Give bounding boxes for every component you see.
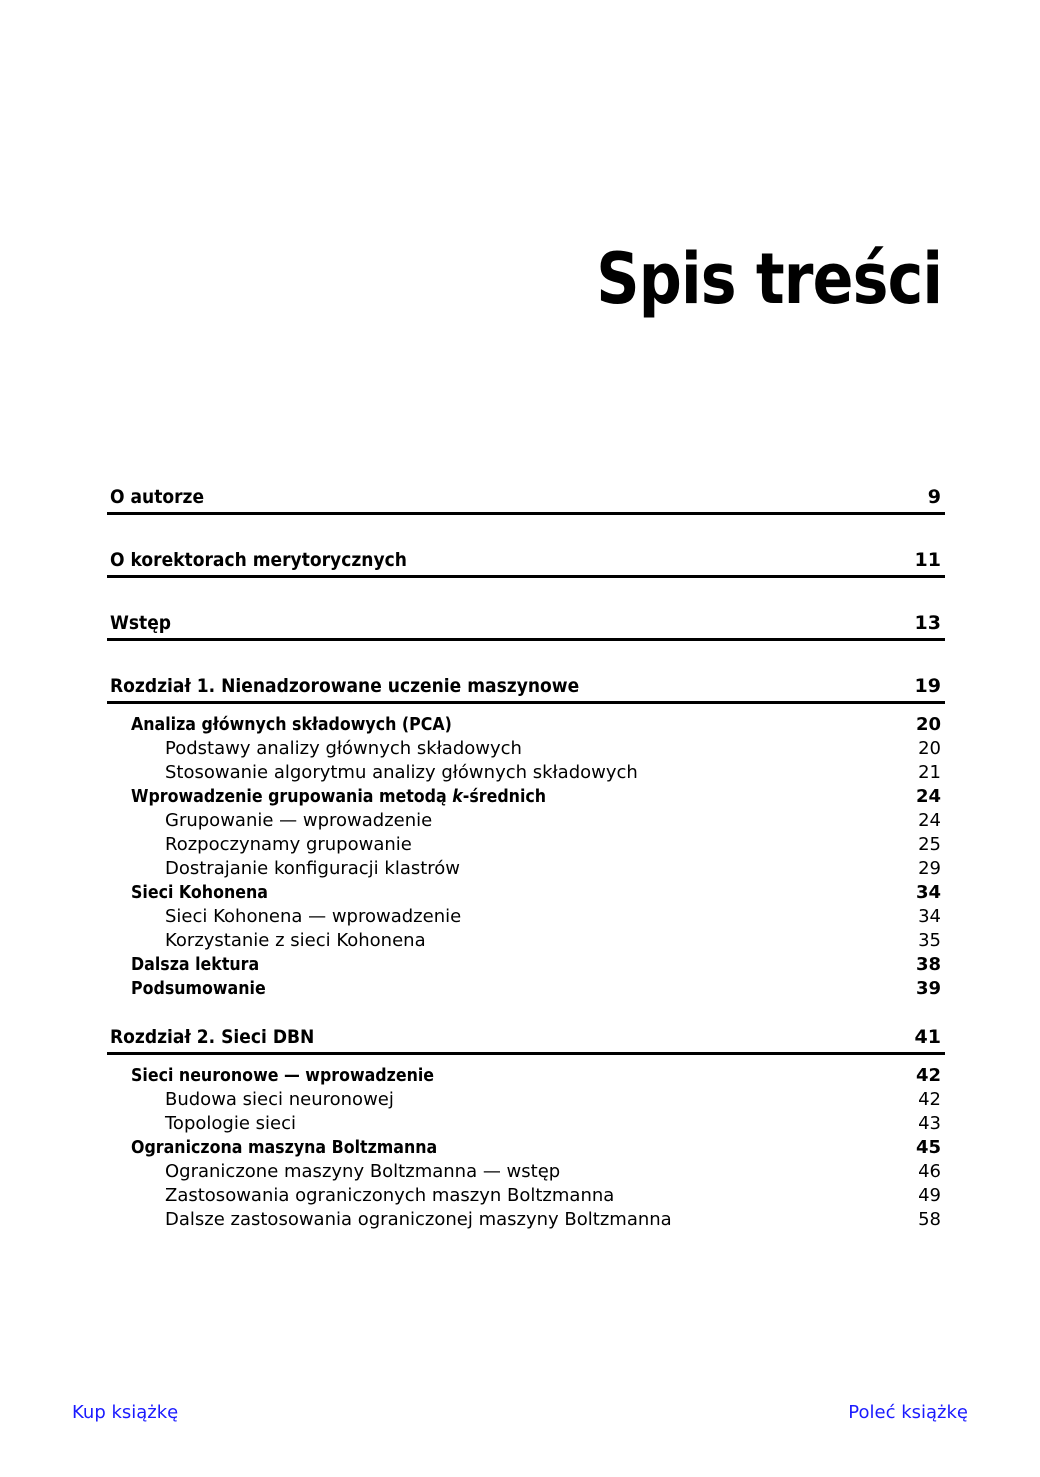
toc-section[interactable] xyxy=(107,881,945,905)
toc-chapter[interactable] xyxy=(107,1022,945,1055)
chapter-title: Wstęp xyxy=(110,612,172,634)
entry-title: Podsumowanie xyxy=(131,978,266,999)
entry-title: Budowa sieci neuronowej xyxy=(165,1089,394,1110)
chapter-page: 9 xyxy=(927,486,941,508)
entry-page: 39 xyxy=(915,978,941,999)
chapter-title: Rozdział 1. Nienadzorowane uczenie maszynowe xyxy=(110,675,580,697)
toc-section[interactable] xyxy=(107,953,945,977)
table-of-contents xyxy=(107,482,945,1253)
toc-subsection[interactable] xyxy=(107,833,945,857)
entry-page: 38 xyxy=(915,954,941,975)
chapter-title: O autorze xyxy=(110,486,205,508)
chapter-page: 13 xyxy=(914,612,941,634)
entry-page: 42 xyxy=(915,1065,941,1086)
buy-book-link[interactable]: Kup książkę xyxy=(72,1402,179,1423)
entry-title: Stosowanie algorytmu analizy głównych składowych xyxy=(165,762,638,783)
toc-subsection[interactable] xyxy=(107,857,945,881)
entry-page: 24 xyxy=(918,810,941,831)
entry-page: 21 xyxy=(918,762,941,783)
entry-title: Rozpoczynamy grupowanie xyxy=(165,834,412,855)
toc-chapter[interactable] xyxy=(107,671,945,704)
toc-section[interactable] xyxy=(107,1136,945,1160)
entry-title: Zastosowania ograniczonych maszyn Boltzmanna xyxy=(165,1185,615,1206)
entry-title: Dostrajanie konfiguracji klastrów xyxy=(165,858,461,879)
toc-subsection[interactable] xyxy=(107,1088,945,1112)
chapter-page: 41 xyxy=(914,1026,941,1048)
entry-page: 46 xyxy=(918,1161,941,1182)
toc-subsection[interactable] xyxy=(107,1184,945,1208)
recommend-book-link[interactable]: Poleć książkę xyxy=(848,1402,968,1423)
toc-section[interactable] xyxy=(107,713,945,737)
entry-title: Topologie sieci xyxy=(165,1113,296,1134)
entry-title: Podstawy analizy głównych składowych xyxy=(165,738,522,759)
entry-page: 29 xyxy=(918,858,941,879)
entry-title: Analiza głównych składowych (PCA) xyxy=(131,714,452,735)
toc-section[interactable] xyxy=(107,1064,945,1088)
entry-page: 43 xyxy=(918,1113,941,1134)
toc-section[interactable] xyxy=(107,977,945,1001)
entry-title: Sieci Kohonena — wprowadzenie xyxy=(165,906,462,927)
toc-chapter[interactable] xyxy=(107,545,945,578)
toc-subsection[interactable] xyxy=(107,1160,945,1184)
chapter-title: Rozdział 2. Sieci DBN xyxy=(110,1026,315,1048)
chapter-entries xyxy=(107,704,945,1001)
entry-title: Korzystanie z sieci Kohonena xyxy=(165,930,426,951)
entry-title: Sieci neuronowe — wprowadzenie xyxy=(131,1065,435,1086)
chapter-page: 11 xyxy=(914,549,941,571)
entry-title: Ograniczone maszyny Boltzmanna — wstęp xyxy=(165,1161,561,1182)
entry-page: 45 xyxy=(915,1137,941,1158)
entry-title: Dalsze zastosowania ograniczonej maszyny Boltzmanna xyxy=(165,1209,672,1230)
entry-page: 20 xyxy=(915,714,941,735)
entry-page: 24 xyxy=(915,786,941,807)
toc-chapter[interactable] xyxy=(107,482,945,515)
chapter-entries xyxy=(107,1055,945,1232)
entry-title: Wprowadzenie grupowania metodą k-średnich xyxy=(131,786,547,807)
entry-page: 35 xyxy=(918,930,941,951)
toc-subsection[interactable] xyxy=(107,929,945,953)
toc-subsection[interactable] xyxy=(107,1112,945,1136)
entry-title: Dalsza lektura xyxy=(131,954,260,975)
entry-page: 42 xyxy=(918,1089,941,1110)
chapter-title: O korektorach merytorycznych xyxy=(110,549,407,571)
entry-page: 34 xyxy=(915,882,941,903)
toc-chapter[interactable] xyxy=(107,608,945,641)
chapter-page: 19 xyxy=(914,675,941,697)
toc-section[interactable] xyxy=(107,785,945,809)
entry-page: 58 xyxy=(918,1209,941,1230)
entry-page: 49 xyxy=(918,1185,941,1206)
page-title: Spis treści xyxy=(596,238,942,320)
entry-page: 20 xyxy=(918,738,941,759)
toc-subsection[interactable] xyxy=(107,737,945,761)
entry-title: Sieci Kohonena xyxy=(131,882,268,903)
toc-subsection[interactable] xyxy=(107,761,945,785)
toc-subsection[interactable] xyxy=(107,809,945,833)
toc-subsection[interactable] xyxy=(107,905,945,929)
toc-subsection[interactable] xyxy=(107,1208,945,1232)
entry-page: 25 xyxy=(918,834,941,855)
entry-title: Ograniczona maszyna Boltzmanna xyxy=(131,1137,438,1158)
entry-page: 34 xyxy=(918,906,941,927)
entry-title: Grupowanie — wprowadzenie xyxy=(165,810,433,831)
